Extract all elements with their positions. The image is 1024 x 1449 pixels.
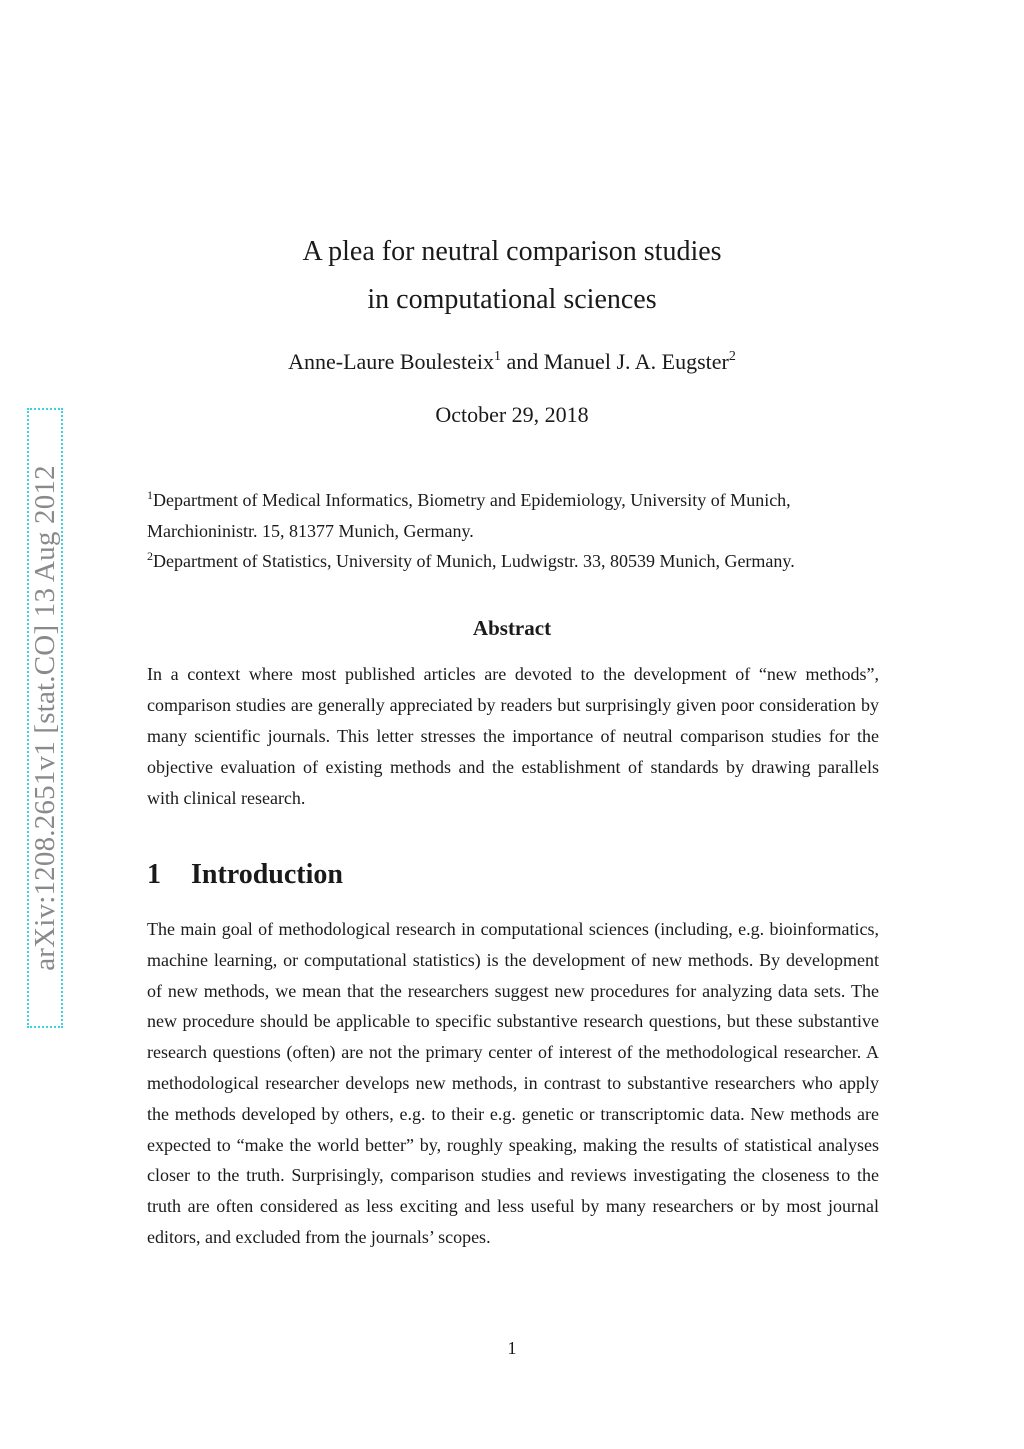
section-body-text: The main goal of methodological research in computational sciences (including, e.g. bioinformatics, machine learning, or computational statistics) is the development of new methods. By development of new methods, we mean that the researchers suggest new procedures for analyzing data sets. The new procedure should be applicable to specific substantive research questions, but these substantive research questions (often) are not the primary center of interest of the methodological researcher. A methodological researcher develops new methods, in contrast to substantive researchers who apply the methods developed by others, e.g. to their e.g. genetic or transcriptomic data. New methods are expected to “make the world better” by, roughly speaking, making the results of statistical analyses closer to the truth. Surprisingly, comparison studies and reviews investigating the closeness to the truth are often considered as less exciting and less useful by many researchers or by most journal editors, and excluded from the journals’ scopes. xyxy=(147,919,879,1247)
abstract-text: In a context where most published articles are devoted to the development of “new methods”, comparison studies are generally appreciated by readers but surprisingly given poor consideration by many scientific journals. This letter stresses the importance of neutral comparison studies for the objective evaluation of existing methods and the establishment of standards by drawing parallels with clinical research. xyxy=(147,664,879,808)
author-2: Manuel J. A. Eugster xyxy=(543,349,729,374)
author-1-affiliation-mark: 1 xyxy=(493,349,501,364)
title-line-1: A plea for neutral comparison studies xyxy=(302,236,722,267)
section-number: 1 xyxy=(147,859,161,890)
author-conjunction: and xyxy=(506,349,539,374)
abstract-heading: Abstract xyxy=(472,616,552,640)
affiliation-2-mark: 2 xyxy=(147,549,153,563)
author-2-affiliation-mark: 2 xyxy=(728,349,736,364)
paper-title xyxy=(0,228,1024,324)
author-1: Anne-Laure Boulesteix xyxy=(288,349,494,374)
page-number: 1 xyxy=(507,1338,517,1358)
affiliation-1-mark: 1 xyxy=(147,488,153,502)
affiliation-2 xyxy=(147,546,882,577)
arxiv-stamp: arXiv:1208.2651v1 [stat.CO] 13 Aug 2012 xyxy=(29,465,61,971)
affiliation-1-text: Department of Medical Informatics, Biometry and Epidemiology, University of Munich, Marchioninistr. 15, 81377 Munich, Germany. xyxy=(147,490,791,541)
publication-date: October 29, 2018 xyxy=(435,402,589,427)
title-line-2: in computational sciences xyxy=(367,284,657,315)
section-title: Introduction xyxy=(191,859,343,890)
author-list xyxy=(0,346,1024,378)
affiliations xyxy=(147,485,882,577)
affiliation-2-text: Department of Statistics, University of Munich, Ludwigstr. 33, 80539 Munich, Germany. xyxy=(153,551,795,571)
affiliation-1 xyxy=(147,485,882,546)
section-heading xyxy=(147,855,343,895)
